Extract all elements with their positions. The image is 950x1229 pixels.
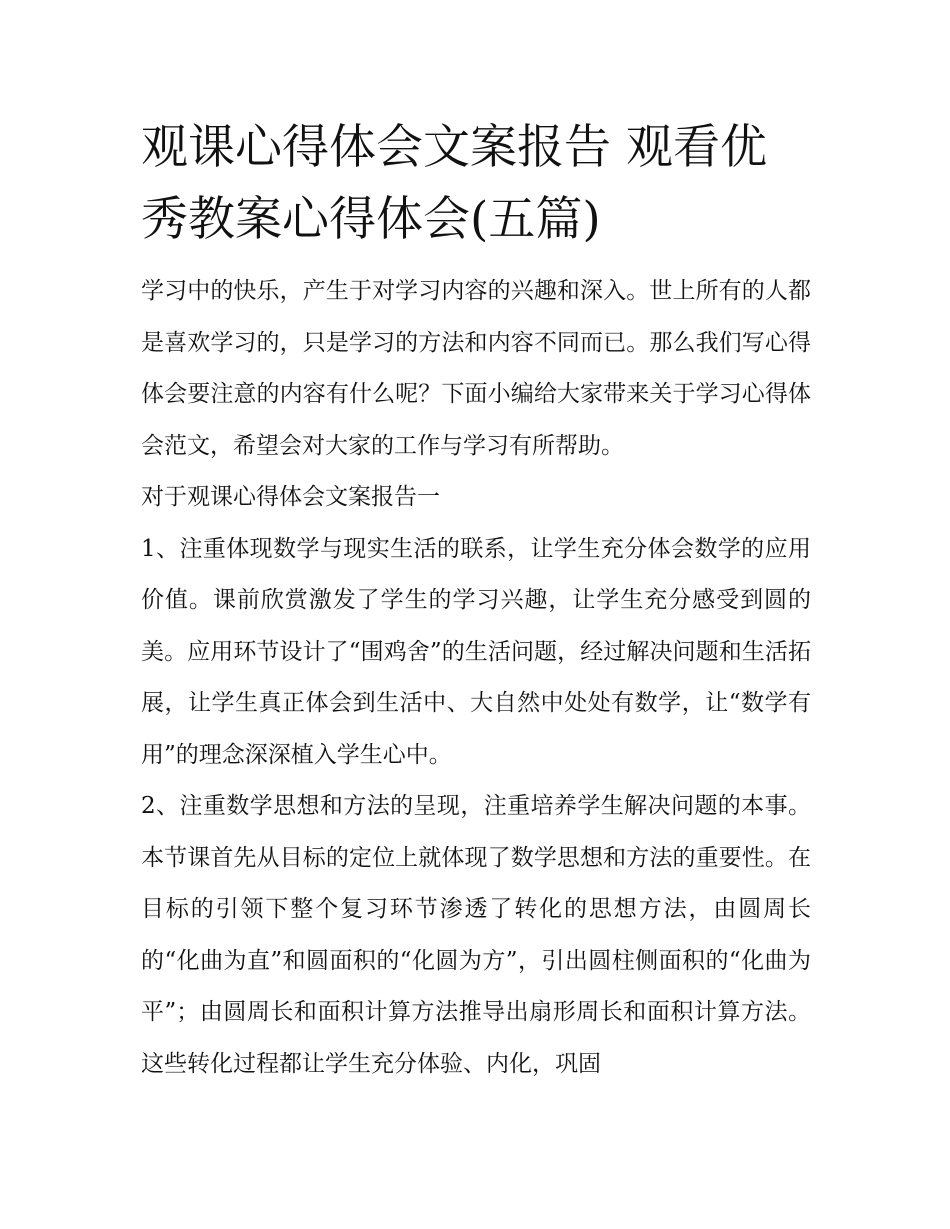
document-body: [141, 112, 811, 1090]
document-title: 观课心得体会文案报告 观看优秀教案心得体会(五篇): [141, 120, 767, 247]
intro-paragraph: 学习中的快乐，产生于对学习内容的兴趣和深入。世上所有的人都是喜欢学习的，只是学习的方法和内容不同而已。那么我们写心得体会要注意的内容有什么呢？下面小编给大家带来关于学习心得体会范文，希望会对大家的工作与学习有所帮助。: [141, 278, 811, 459]
section-heading: 对于观课心得体会文案报告一: [141, 484, 440, 510]
point-2-paragraph: 2、注重数学思想和方法的呈现，注重培养学生解决问题的本事。本节课首先从目标的定位上就体现了数学思想和方法的重要性。在目标的引领下整个复习环节渗透了转化的思想方法，由圆周长的“化曲为直”和圆面积的“化圆为方”，引出圆柱侧面积的“化曲为平”；由圆周长和面积计算方法推导出扇形周长和面积计算方法。这些转化过程都让学生充分体验、内化，巩固: [141, 793, 811, 1077]
point-1-paragraph: 1、注重体现数学与现实生活的联系，让学生充分体会数学的应用价值。课前欣赏激发了学生的学习兴趣，让学生充分感受到圆的美。应用环节设计了“围鸡舍”的生活问题，经过解决问题和生活拓展，让学生真正体会到生活中、大自然中处处有数学，让“数学有用”的理念深深植入学生心中。: [141, 535, 811, 768]
